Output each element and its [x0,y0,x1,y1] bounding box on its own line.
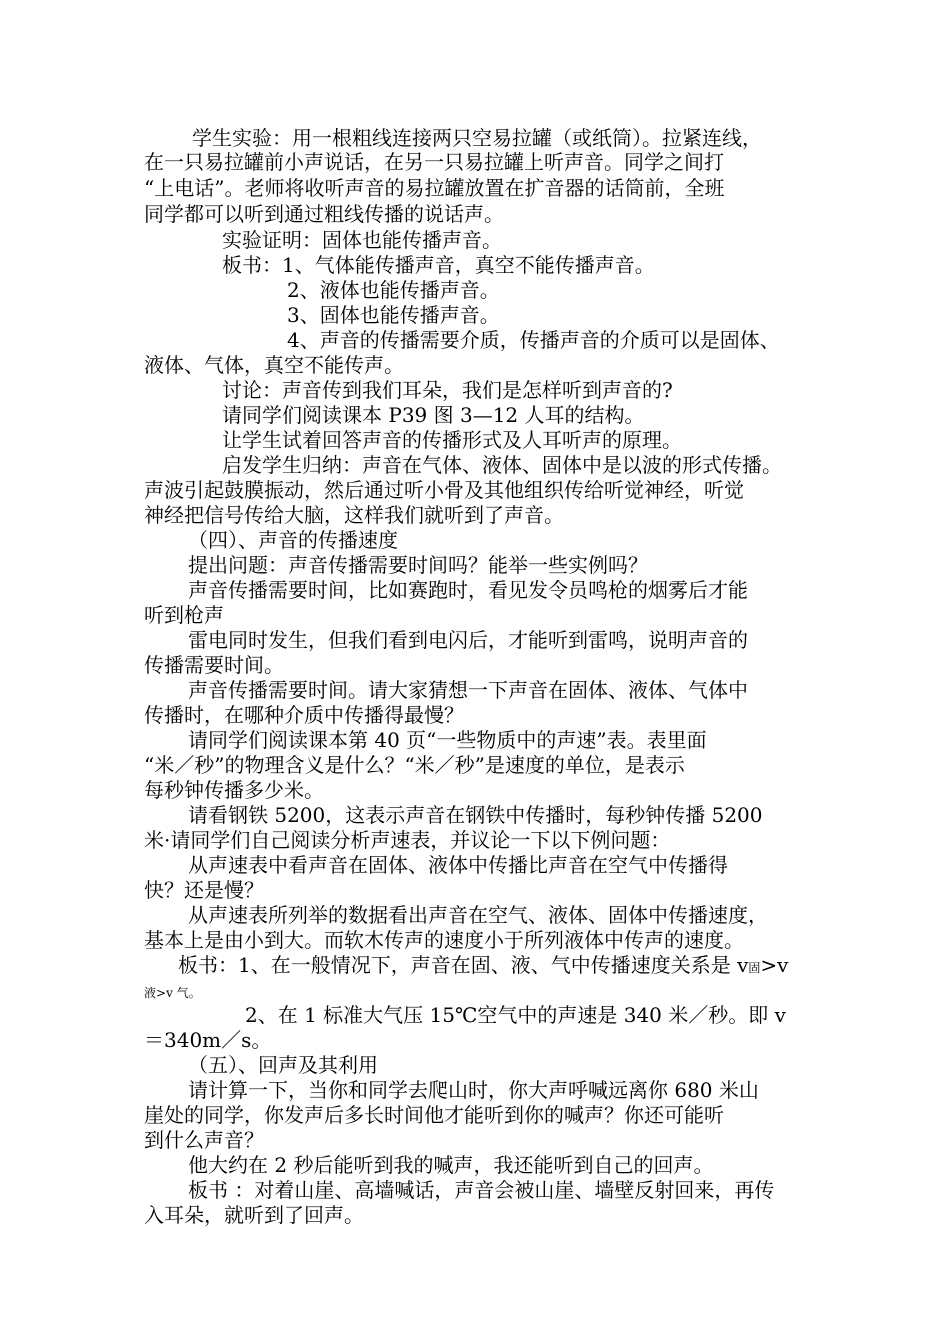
text-line: 快？还是慢？ [144,878,264,902]
text-line: 在一只易拉罐前小声说话，在另一只易拉罐上听声音。同学之间打 [144,150,724,174]
text-line: 传播时，在哪种介质中传播得最慢？ [144,703,464,727]
text-line: 4、声音的传播需要介质，传播声音的介质可以是固体、 [287,328,780,352]
text-line: 从声速表中看声音在固体、液体中传播比声音在空气中传播得 [188,853,728,877]
greater-than-v-small: >v [156,986,177,1000]
text-line: 从声速表所列举的数据看出声音在空气、液体、固体中传播速度， [188,903,768,927]
text-line: 声音传播需要时间，比如赛跑时，看见发令员鸣枪的烟雾后才能 [188,578,748,602]
text-line: 请同学们阅读课本第 40 页“一些物质中的声速”表。表里面 [188,728,707,752]
text-line: 到什么声音？ [144,1128,264,1152]
section-heading: （五）、回声及其利用 [188,1053,378,1077]
text-line: 学生实验：用一根粗线连接两只空易拉罐（或纸筒）。拉紧连线， [192,126,762,150]
subscript-gas: 气 [176,986,189,1000]
text-line: 液体、气体，真空不能传声。 [144,353,404,377]
greater-than-v: >v [760,953,789,977]
subscript-solid: 固 [748,961,761,975]
text-line: 讨论：声音传到我们耳朵，我们是怎样听到声音的? [222,378,673,402]
text-line: 同学都可以听到通过粗线传播的说话声。 [144,202,504,226]
text-line: 启发学生归纳：声音在气体、液体、固体中是以波的形式传播。 [222,453,782,477]
text-line: 雷电同时发生，但我们看到电闪后，才能听到雷鸣，说明声音的 [188,628,748,652]
text-line: 提出问题：声音传播需要时间吗？能举一些实例吗？ [188,553,648,577]
text-line: 让学生试着回答声音的传播形式及人耳听声的原理。 [222,428,682,452]
board-note-text: 板书：1、在一般情况下，声音在固、液、气中传播速度关系是 v [178,953,749,977]
text-line: 传播需要时间。 [144,653,284,677]
subscript-liquid: 液 [144,986,157,1000]
text-line: 崖处的同学，你发声后多长时间他才能听到你的喊声？你还可能听 [144,1103,724,1127]
text-line: 声音传播需要时间。请大家猜想一下声音在固体、液体、气体中 [188,678,748,702]
text-line: 每秒钟传播多少米。 [144,778,324,802]
text-line: 请同学们阅读课本 P39 图 3—12 人耳的结构。 [222,403,645,427]
section-heading: （四）、声音的传播速度 [188,528,398,552]
text-line: 神经把信号传给大脑，这样我们就听到了声音。 [144,503,564,527]
text-line: 板书 ：对着山崖、高墙喊话，声音会被山崖、墙壁反射回来，再传 [188,1178,775,1202]
text-line: 听到枪声 [144,603,224,627]
text-line: 板书：1、气体能传播声音，真空不能传播声音。 [222,253,655,277]
text-line: 请计算一下，当你和同学去爬山时，你大声呼喊远离你 680 米山 [188,1078,759,1102]
text-line: 他大约在 2 秒后能听到我的喊声，我还能听到自己的回声。 [188,1153,714,1177]
text-line: 3、固体也能传播声音。 [287,303,500,327]
text-line: 米·请同学们自己阅读分析声速表，并议论一下以下例问题： [144,828,671,852]
board-note-line [178,953,788,977]
text-line: “米／秒”的物理含义是什么？“米／秒”是速度的单位，是表示 [144,753,685,777]
text-line: 入耳朵，就听到了回声。 [144,1203,364,1227]
text-line: 实验证明：固体也能传播声音。 [222,228,502,252]
board-note-line-cont [144,978,201,1002]
text-line: “上电话”。老师将收听声音的易拉罐放置在扩音器的话筒前，全班 [144,176,725,200]
text-line: 2、在 1 标准大气压 15℃空气中的声速是 340 米／秒。即 v [245,1003,786,1027]
text-line: 2、液体也能传播声音。 [287,278,500,302]
period-mark: 。 [188,986,201,1000]
text-line: 请看钢铁 5200，这表示声音在钢铁中传播时，每秒钟传播 5200 [188,803,763,827]
text-line: 声波引起鼓膜振动，然后通过听小骨及其他组织传给听觉神经，听觉 [144,478,744,502]
text-line: ＝340m／s。 [144,1028,272,1052]
text-line: 基本上是由小到大。而软木传声的速度小于所列液体中传声的速度。 [144,928,744,952]
